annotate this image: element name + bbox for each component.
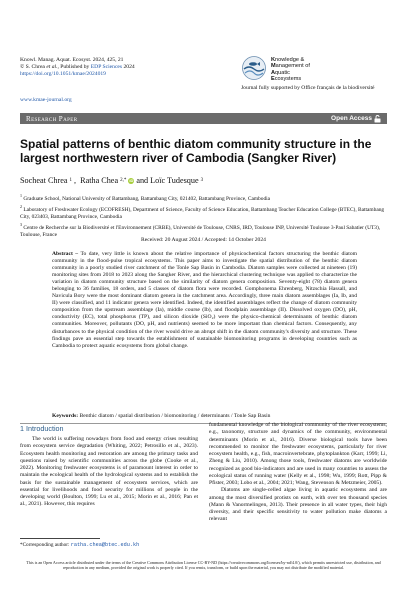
journal-header (20, 57, 135, 78)
paragraph: fundamental knowledge of the biological community of the river ecosystems, e.g., taxonomy, structure and dynamics of the community, environmental determinants (Morin et al., 2016). Diverse biological tools have been recommended to monitor the freshwater ecosystems, particularly for river ecosystem health, e.g., fish, macroinvertebrate, phytoplankton (Karr, 1999; Li, Zheng & Liu, 2010). Among those tools, freshwater diatoms are worldwide recognized as good bio-indicators and are used in many countries to assess the ecological status of running water (Kelly et al., 1998; Wu, 1999; Rott, Pipp & Pfister, 2003; Lobo et al., 2004; 2021; Wang, Stevenson & Metzmeier, 2005). (209, 422, 387, 486)
keywords (52, 413, 357, 419)
author-name[interactable]: Loïc Tudesque (150, 176, 199, 185)
author-list: Socheat Chrea 1 , Ratha Chea 2,* iD and Loïc Tudesque 3 (20, 176, 204, 185)
paragraph: The world is suffering nowadays from food and energy crises resulting from ecosystem service degradation (Whiting, 2022; Petrosillo et al., 2023). Ecosystem health monitoring and restoration are among the primary tasks and questions raised by scientific communities across the globe (Cooke et al., 2022). Monitoring freshwater ecosystems is of paramount interest in order to maintain the ecological health of the hydrological systems and to establish the basis for the sustainable management of ecosystem services, which are essential for livelihoods and food security for millions of people in the developing world (Boulton, 1999; Lu et al., 2015; Morin et al., 2016; Pan et al., 2021). However, this requires (20, 436, 198, 508)
body-column-right (209, 422, 387, 524)
affiliations (20, 192, 387, 239)
open-lock-icon (374, 115, 381, 123)
email-link[interactable]: ratha.chea@btec.edu.kh (70, 542, 140, 548)
kmae-logo-icon (241, 55, 267, 81)
copyright-line: © S. Chrea et al., Published by EDP Sciences 2024 (20, 64, 135, 70)
open-access-badge[interactable]: Open Access (331, 115, 381, 123)
kmae-logo-text: Knowledge & Management of Aquatic Ecosystems (271, 57, 310, 82)
publisher-link[interactable]: EDP Sciences (90, 64, 123, 70)
journal-support-note: Journal fully supported by Office français de la biodiversité (241, 85, 375, 91)
author-name[interactable]: Socheat Chrea (20, 176, 68, 185)
license-text: This is an Open Access article distributed under the terms of the Creative Commons Attribution License CC-BY-ND (https://creativecommons.org/licenses/by-nd/4.0/), which permits unrestricted use, distribution, and reproduction in any medium, provided the original work is properly cited. If you remix, transform, or build upon the material, you may not distribute the modified material. (26, 560, 381, 570)
journal-website-link[interactable]: www.kmae-journal.org (20, 97, 72, 103)
article-type-banner (20, 113, 387, 124)
author-name[interactable]: Ratha Chea (80, 176, 119, 185)
paragraph: Diatoms are single-celled algae living in aquatic ecosystems and are among the most diversified protists on earth, with over ten thousand species (Mann & Vanormelingen, 2013). Their presence in all water types, their high diversity, and their specific sensitivity to water pollution make diatoms a relevant (209, 487, 387, 523)
affiliation: $^1$ Graduate School, National University of Battambang, Battambang City, 021402, Battambang Province, Cambodia (20, 193, 271, 202)
affiliation: $^2$ Laboratory of Freshwater Ecology (ECOFRESH), Department of Science, Faculty of Science Education, Battambang Teacher Education College (BTEC), Battambang City, 023403, Battambang Province, Cambodia (20, 204, 385, 220)
keywords-label: Keywords: (52, 413, 79, 419)
section-heading: 1 Introduction (20, 424, 64, 433)
abstract-text: To date, very little is known about the relative importance of physicochemical factors structuring the benthic diatom community in the flood-pulse tropical ecosystems. This paper aims to investigate the spatial distribution of the benthic diatom community in a poorly studied river catchment of the Tonle Sap Basin in Cambodia. Diatom samples were collected at nineteen (19) monitoring sites from 2018 to 2023 along the Sangker River, and the hierarchical clustering technique was applied to characterize the variation in diatom community structure based on the similarity of diatom genera composition. Seventy-eight (78) diatom genera belonging to 36 families, 18 orders, and 5 classes of diatom flora were recorded. Gomphonema Ehrenberg, Nitzschia Hassall, and Navicula Bory were the most dominant diatom genera in the catchment area. Accordingly, three main diatom assemblages (Ia, Ib, and II) were classified, and 11 indicator genera were identified. Indeed, the identified assemblages reflect the change of diatom community composition from the upstream assemblage (Ia), middle course (Ib), and floodplain assemblage (II). Dissolved oxygen (DO), pH, conductivity (EC), total phosphorus (TP), and silicon dioxide (SiO₂) were the physico-chemical determinants of benthic diatom communities. Moreover, pollutants (DO, pH, and nutrients) seemed to be more important than chemical factors. Consequently, any disturbances to the physical condition of the river would drive an abrupt shift in the diatom community's diversity and structure. These findings pave an essential step towards the establishment of sustainable biomonitoring programs in developing countries such as Cambodia to protect aquatic ecosystems from global change. (52, 251, 357, 349)
orcid-icon[interactable]: iD (129, 177, 134, 183)
keywords-text: Benthic diatom / spatial distribution / biomonitoring / determinants / Tonle Sap Basin (78, 413, 271, 419)
received-accepted-dates: Received: 20 August 2024 / Accepted: 14 October 2024 (141, 237, 266, 243)
abstract-label: Abstract – (52, 251, 81, 257)
article-title: Spatial patterns of benthic diatom community structure in the largest northwestern river of Cambodia (Sangker River) (20, 137, 372, 165)
research-paper-label: Research Paper (26, 114, 78, 123)
body-column-left (20, 436, 198, 509)
affiliation: $^3$ Centre de Recherche sur la Biodiversité et l'Environnement (CRBE), Université de Toulouse, CNRS, IRD, Toulouse INP, Université Toulouse 3-Paul Sabatier (UT3), Toulouse, France (20, 222, 381, 239)
corresponding-author: *Corresponding author: ratha.chea@btec.edu.kh (20, 542, 140, 548)
doi-link[interactable]: https://doi.org/10.1051/kmae/2024019 (20, 71, 106, 77)
abstract (52, 251, 357, 350)
journal-citation: Knowl. Manag. Aquat. Ecosyst. 2024, 425, 21 (20, 57, 124, 63)
footnote-rule (20, 538, 100, 539)
